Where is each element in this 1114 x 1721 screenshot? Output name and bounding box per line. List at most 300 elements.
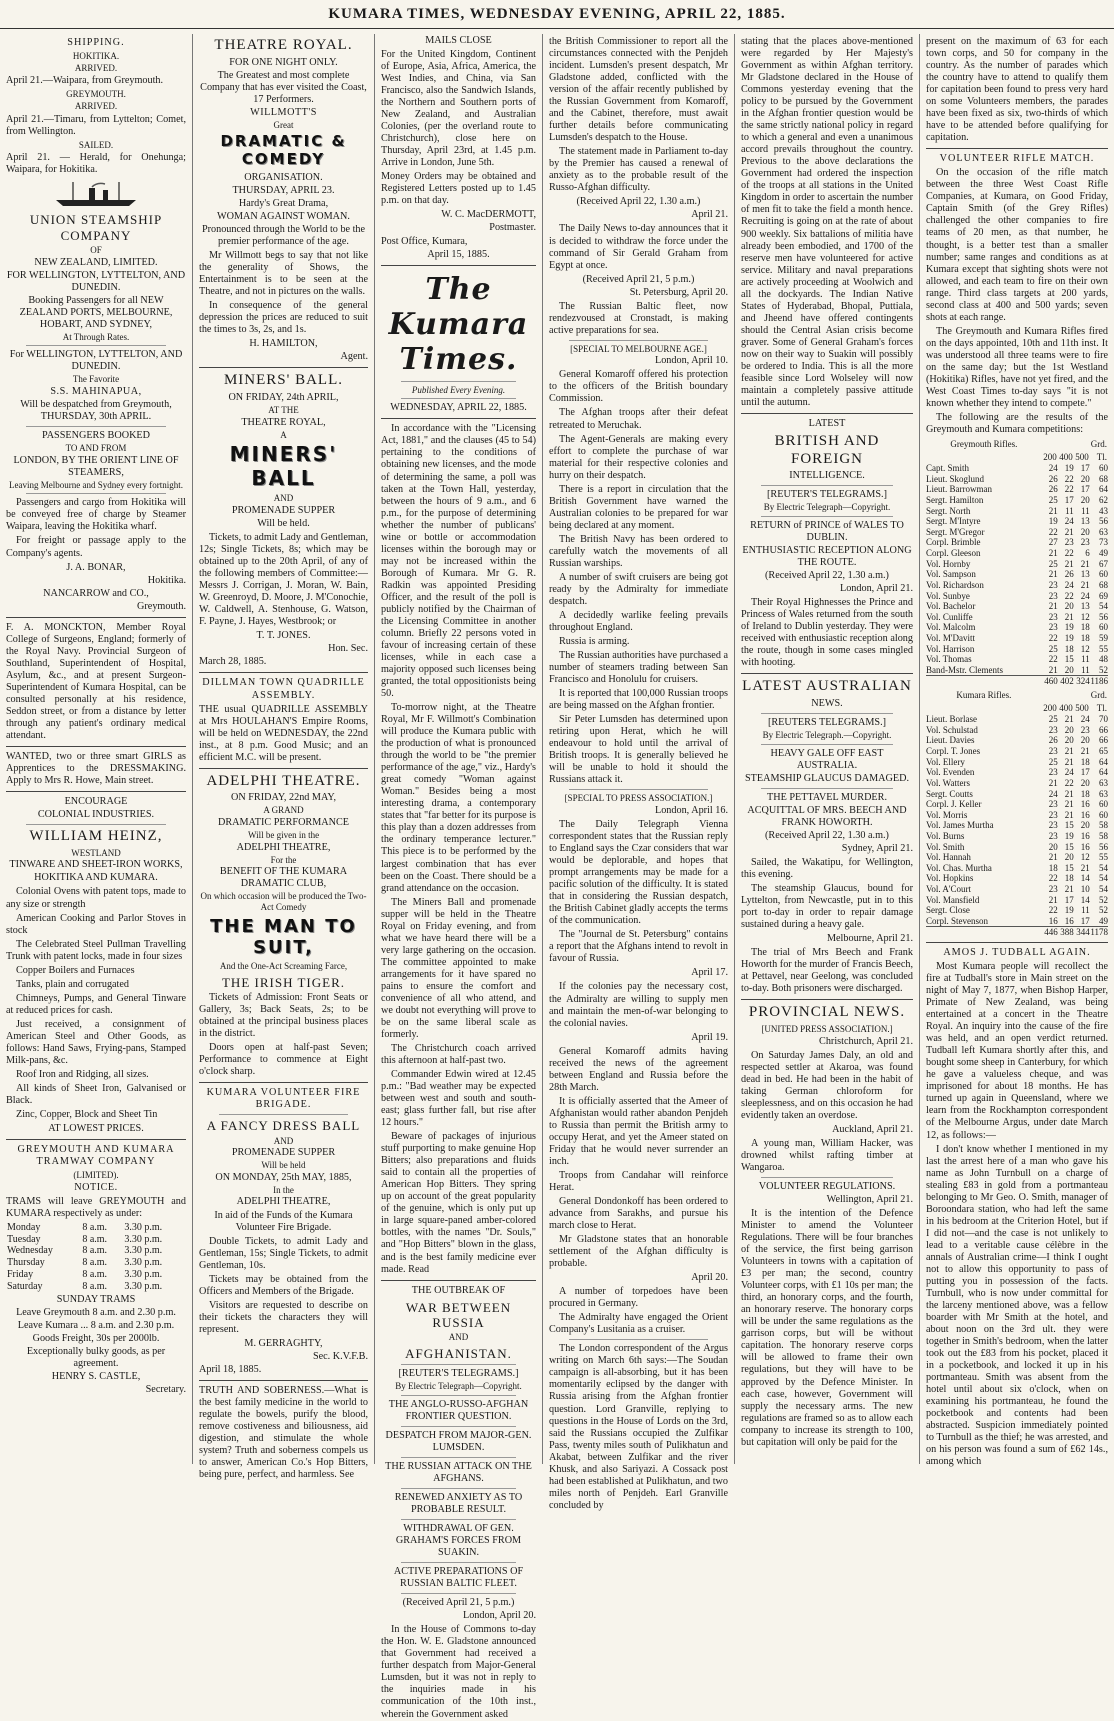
- score-cell: 27: [1048, 537, 1058, 548]
- miners-sign: T. T. JONES.: [256, 630, 311, 642]
- heinz-item: The Celebrated Steel Pullman Travelling Trunk with patent locks, made in four sizes: [6, 938, 186, 962]
- table-row: [926, 495, 1108, 506]
- score-cell: 23: [1048, 590, 1058, 601]
- totals-row: [926, 676, 1108, 687]
- paragraph: General Komaroff admits having received the news of the agreement between England and Russia before the 28th March.: [549, 1045, 728, 1093]
- paragraph: The Russian Baltic fleet, now rendezvoused at Cronstadt, is making active preparations for sea.: [549, 300, 728, 336]
- paragraph: The statement made in Parliament to-day by the Premier has caused a renewal of anxiety as to the probable result of the Russo-Afghan difficulty.: [549, 146, 728, 194]
- paragraph: The Greymouth and Kumara Rifles fired on the days appointed, 10th and 11th inst. It was understood all three teams were to fire on the same day; but the 1st Westland (Hokitika) Rifles, have not yet fired, and the West Coast Times to-day says "it is not known whether they intend to compete.": [926, 325, 1108, 409]
- table-row: [926, 873, 1108, 884]
- rifleman-name: Lieut. Skoglund: [926, 473, 984, 484]
- score-cell: 25: [1048, 558, 1058, 569]
- rifleman-name: Vol. Chas. Murtha: [926, 862, 992, 873]
- adelphi-admission: Tickets of Admission: Front Seats or Gallery, 3s; Back Seats, 2s; to be obtained at the principal business places in the district.: [199, 991, 368, 1040]
- postmaster-name: W. C. MacDERMOTT,: [441, 209, 536, 221]
- paragraph: The Admiralty have engaged the Orient Company's Lusitania as a cruiser.: [549, 1312, 728, 1336]
- tram-day: Friday: [7, 1269, 34, 1281]
- divider: [199, 1380, 368, 1381]
- paragraph: stating that the places above-mentioned were regarded by Her Majesty's Government as within Afghan territory. Mr Gladstone declared in the House of Commons yesterday evening that the policy to be pursued by the Government in the Afghan frontier question would be the same strictly national policy in regard to which a general and even a unanimous accord prevails throughout the country. Previous to the above declarations the Government had ordered the inspection of the troops at all stations in the United Kingdom in order to ascertain the number of men fit to take the field a month hence. Recruiting is going on at the rate of about 900 weekly. Six battalions of militia have already been embodied, and 1700 of the reserve men have volunteered for active service. Military and naval preparations are actively proceeding at Woolwich and all the dockyards. The Indian Native States of Hyderabad, Bhopal, Puttiala, and Jheend have offered contingents should the Central Asian crisis become graver. Some of General Graham's forces now on their way to Suakin will possibly be ordered to India. This is all the more feasible since Lord Wolseley will now maintain a completely passive attitude until the autumn.: [741, 36, 913, 408]
- tram-am: 8 a.m.: [82, 1233, 108, 1245]
- fancy-will: Will be held: [261, 1160, 306, 1171]
- tram-am: 8 a.m.: [82, 1221, 108, 1233]
- miners-tickets: Tickets, to admit Lady and Gentleman, 12s; Single Tickets, 8s; which may be obtained up to the 20th April, of any of the following members of Committee:—Messrs J. Corrigan, J. Moran, W. Bain, W. Greenroyd, D. Moore, J. M'Conochie, W. Caldwell, A. Stenhouse, G. Watson, F. Payne, J. Hayes, Westbrook; or: [199, 532, 368, 628]
- reuters-label: [REUTER'S TELEGRAMS.]: [767, 489, 887, 501]
- table-row: [926, 474, 1108, 485]
- miners-will-held: Will be held.: [257, 518, 310, 530]
- dillman-heading: DILLMAN TOWN QUADRILLE ASSEMBLY.: [202, 677, 365, 701]
- rifleman-name: Vol. Hornby: [926, 558, 971, 569]
- commons-paragraph: In the House of Commons to-day the Hon. W. E. Gladstone announced that Government had received a further despatch from Major-General Lumsden, but it was not in reply to the inquiries made in his communication of the 10th inst., wherein the Government asked: [381, 1624, 536, 1720]
- divider: [381, 265, 536, 266]
- usc-freight: For freight or passage apply to the Company's agents.: [6, 535, 186, 559]
- score-cell: 23: [1048, 883, 1058, 894]
- kumara-scores-table: [926, 689, 1108, 938]
- table-row: [926, 644, 1108, 655]
- rifleman-name: Vol. Richardson: [926, 579, 984, 590]
- kumara-title: Kumara Rifles.: [956, 690, 1012, 701]
- hamilton-role: Agent.: [340, 351, 368, 363]
- score-cell: 68: [1099, 579, 1108, 590]
- heinz-item: Zinc, Copper, Block and Sheet Tin: [16, 1109, 158, 1121]
- postmaster-role: Postmaster.: [489, 222, 536, 234]
- rifleman-name: Vol. Smith: [926, 841, 965, 852]
- totals-row: [926, 927, 1108, 938]
- table-row: [926, 789, 1108, 800]
- table-row: [6, 1257, 186, 1269]
- table-row: [926, 842, 1108, 853]
- paragraph: present on the maximum of 63 for each town corps, and 50 for company in the country. As the number of parades which the country have to attend to qualify them for capitation been found to press very hard on some Volunteers members, the parades have been fixed as six, two-thirds of which have to be attended before qualifying for capitation.: [926, 36, 1108, 144]
- score-cell: 11: [1065, 505, 1074, 516]
- total-cell: 1178: [1090, 927, 1108, 938]
- hokitika-heading: HOKITIKA.: [72, 51, 120, 62]
- divider: [401, 1562, 516, 1563]
- dateline: Sydney, April 21.: [841, 843, 913, 854]
- special-label: [SPECIAL TO MELBOURNE AGE.]: [570, 343, 707, 354]
- fancy-and: AND: [273, 1135, 294, 1146]
- subhead-acquittal: ACQUITTAL OF MRS. BEECH AND FRANK HOWORTH.: [747, 804, 907, 828]
- irish-tiger: THE IRISH TIGER.: [221, 974, 345, 990]
- tram-day: Tuesday: [7, 1233, 41, 1245]
- geraghty: M. GERRAGHTY,: [244, 1337, 323, 1349]
- paragraph: The "Journal de St. Petersburg" contains a report that the Afghans intend to revolt in favour of Russia.: [549, 929, 728, 965]
- score-cell: 20: [1064, 724, 1074, 735]
- score-cell: 22: [1064, 484, 1074, 495]
- score-cell: 15: [1064, 820, 1074, 831]
- score-cell: 23: [1048, 799, 1058, 810]
- rifleman-name: Vol. A'Court: [926, 883, 971, 894]
- score-cell: 26: [1048, 735, 1058, 746]
- divider: [6, 1139, 186, 1140]
- paragraph: General Dondonkoff has been ordered to advance from Sarakhs, and pursue his march close to Herat.: [549, 1196, 728, 1232]
- table-row: [6, 1222, 186, 1234]
- score-cell: 64: [1099, 756, 1108, 767]
- usc-for-1: FOR WELLINGTON, LYTTELTON, AND DUNEDIN.: [6, 269, 186, 293]
- miners-a: A: [280, 429, 287, 440]
- divider: [761, 788, 893, 789]
- australian-heading: LATEST AUSTRALIAN: [742, 678, 912, 695]
- paragraph: A number of torpedoes have been procured in Germany.: [549, 1286, 728, 1310]
- score-cell: 20: [1048, 841, 1058, 852]
- paragraph: The Daily News to-day announces that it is decided to withdraw the force under the command of Sir Gerald Graham from Egypt at once.: [549, 223, 728, 271]
- fancy-obtain: Tickets may be obtained from the Officers and Members of the Brigade.: [199, 1273, 368, 1297]
- score-cell: 49: [1099, 548, 1108, 559]
- rifleman-name: Lieut. Davies: [926, 735, 975, 746]
- rifleman-name: Vol. Schulstad: [926, 724, 978, 735]
- col-header: 500: [1075, 702, 1089, 713]
- score-cell: 11: [1081, 664, 1090, 675]
- total-cell: 324: [1074, 676, 1090, 687]
- table-row: [926, 916, 1108, 927]
- paragraph: Troops from Candahar will reinforce Herat.: [549, 1169, 728, 1193]
- table-row: [926, 559, 1108, 570]
- divider: [26, 493, 166, 494]
- score-cell: 19: [1064, 905, 1074, 916]
- score-cell: 54: [1099, 862, 1108, 873]
- score-cell: 64: [1099, 484, 1108, 495]
- dateline: Christchurch, April 21.: [819, 1035, 913, 1047]
- shipping-heading: SHIPPING.: [67, 37, 125, 48]
- divider: [926, 942, 1108, 943]
- rifleman-name: Vol. James Murtha: [926, 820, 994, 831]
- score-cell: 24: [1048, 788, 1058, 799]
- divider: [381, 418, 536, 419]
- score-cell: 24: [1080, 590, 1090, 601]
- encourage-line-2: COLONIAL INDUSTRIES.: [37, 809, 155, 821]
- score-cell: 26: [1048, 484, 1058, 495]
- one-night: FOR ONE NIGHT ONLY.: [229, 56, 338, 68]
- paragraph: The Afghan troops after their defeat retreated to Meruchak.: [549, 407, 728, 431]
- score-cell: 21: [1064, 611, 1074, 622]
- score-cell: 17: [1080, 915, 1090, 926]
- table-row: [926, 665, 1108, 676]
- score-cell: 15: [1064, 862, 1074, 873]
- woman-against-woman: WOMAN AGAINST WOMAN.: [217, 210, 350, 222]
- score-cell: 21: [1048, 777, 1058, 788]
- score-cell: 23: [1048, 767, 1058, 778]
- score-cell: 21: [1080, 862, 1090, 873]
- post-date: April 15, 1885.: [427, 248, 490, 260]
- received-line: (Received April 22, 1.30 a.m.): [765, 570, 889, 582]
- score-cell: 16: [1080, 841, 1090, 852]
- rifleman-name: Vol. Morris: [926, 809, 968, 820]
- score-cell: 22: [1048, 526, 1058, 537]
- score-cell: 60: [1099, 809, 1108, 820]
- table-row: [6, 1281, 186, 1293]
- score-cell: 22: [1064, 548, 1074, 559]
- score-cell: 21: [1048, 664, 1058, 675]
- score-cell: 69: [1099, 590, 1108, 601]
- score-cell: 22: [1048, 905, 1058, 916]
- paragraph: The following are the results of the Greymouth and Kumara competitions:: [926, 411, 1108, 435]
- adelphi-date: ON FRIDAY, 22nd MAY,: [230, 792, 337, 804]
- paragraph: On the occasion of the rifle match between the three West Coast Rifle Companies, at Kumara, on Good Friday, Captain Smith (of the Grey Rifles) challenged the other companies to fire teams of 20 men, as that number, he thought, is a better test than a smaller number; same ranges and conditions as at Kumara except that sighting shots were not allowed, and each team to fire on their own range. Third class targets at 200 yards, second class at 400 and 500 yards; seven shots at each range.: [926, 167, 1108, 323]
- table-row: [926, 905, 1108, 916]
- paragraph: General Komaroff offered his protection to the officers of the British boundary Commission.: [549, 369, 728, 405]
- column-6: [920, 34, 1114, 1468]
- score-cell: 16: [1064, 915, 1074, 926]
- tram-sunday-2: Leave Kumara ... 8 a.m. and 2.30 p.m.: [17, 1319, 175, 1331]
- paragraph: I don't know whether I mentioned in my last the arrest here of a man who gave his name as John Turnbull on a charge of stealing £83 in gold from a portmanteau belonging to Mr Geo. O. Smith, manager of Boroondara station, who had left the same in his bedroom at the Criterion Hotel, but if I did not—and the case is not unlikely to lead to a veritable cause célèbre in the annals of Australian crime—I think I ought not to allow this opportunity to pass of putting you in possession of the facts. Turnbull, who is now under committal for the larceny mentioned above, was a fellow boarder with Mr Smith at the hotel, and about noon on the 3rd ult. they were together in Smith's bedroom, when the latter took out the £83 from his pocket, placed it in a pocketbook, and locked it up in his portmanteau. Smith was absent from the hotel until about six o'clock, when on examining his portmanteau, he found the pocketbook and contents had been abstracted. Suspicion immediately pointed to Turnbull as the thief; he was arrested, and on his person was found a sum of £62 14s., among which: [926, 1143, 1108, 1468]
- fancy-theatre: ADELPHI THEATRE,: [236, 1196, 331, 1208]
- score-cell: 16: [1080, 830, 1090, 841]
- pronounced: Pronounced through the World to be the premier performance of the age.: [201, 223, 366, 247]
- total-cell: 446: [1042, 927, 1058, 938]
- score-cell: 23: [1064, 537, 1074, 548]
- table-row: [926, 767, 1108, 778]
- dramatic-comedy: DRAMATIC & COMEDY: [220, 132, 347, 169]
- score-cell: 15: [1064, 841, 1074, 852]
- paragraph: It is officially asserted that the Ameer of Afghanistan would rather abandon Penjdeh to Russia than permit the British army to occupy Herat, and yet the Ameer stated on Friday that he would never surrender an inch.: [549, 1095, 728, 1167]
- score-cell: 56: [1099, 841, 1108, 852]
- rifleman-name: Corpl. Brimble: [926, 537, 981, 548]
- tram-am: 8 a.m.: [82, 1245, 108, 1257]
- heinz-item: Chimneys, Pumps, and General Tinware at reduced prices for cash.: [6, 992, 186, 1016]
- rifleman-name: Vol. Ellery: [926, 756, 965, 767]
- score-cell: 60: [1099, 569, 1108, 580]
- score-cell: 60: [1099, 463, 1108, 474]
- tram-notice: NOTICE.: [74, 1181, 118, 1193]
- rifleman-name: Vol. Thomas: [926, 654, 972, 665]
- divider: [761, 744, 893, 745]
- score-cell: 21: [1064, 714, 1074, 725]
- subhead-gale: HEAVY GALE OFF EAST AUSTRALIA.: [770, 747, 884, 771]
- tram-sunday-heading: SUNDAY TRAMS: [56, 1293, 136, 1305]
- paragraph: Sir Peter Lumsden has determined upon retiring upon Herat, which he will endeavour to hold until the arrival of British troops. It is generally believed he will be unable to hold it should the Russians attack it.: [549, 714, 728, 786]
- intelligence-heading: INTELLIGENCE.: [789, 470, 865, 482]
- miners-ball-paragraph: The Miners Ball and promenade supper will be held in the Theatre Royal on Friday evening, and from what we have heard there will be a very large gathering on the occasion. The committee appointed to make arrangements for it have spared no pains to ensure the comfort and convenience of all who attend, and we doubt not everything will prove to be on the same liberal scale as formerly.: [381, 896, 536, 1040]
- score-cell: 21: [1064, 756, 1074, 767]
- score-cell: 17: [1080, 767, 1090, 778]
- reuters-label: [REUTERS TELEGRAMS.]: [767, 717, 887, 729]
- rifleman-name: Lieut. Barrowman: [926, 484, 992, 495]
- column-1: [0, 34, 193, 1464]
- score-cell: 55: [1099, 852, 1108, 863]
- totals-spacer: [926, 676, 1042, 687]
- usc-rates: At Through Rates.: [62, 331, 130, 342]
- news-heading: NEWS.: [811, 698, 843, 710]
- dateline: Melbourne, April 21.: [826, 933, 913, 945]
- score-cell: 12: [1080, 643, 1090, 654]
- divider: [569, 1339, 708, 1340]
- dateline: April 20.: [691, 1272, 728, 1284]
- hokitika-arrived-label: ARRIVED.: [74, 62, 118, 73]
- score-cell: 24: [1080, 714, 1090, 725]
- tram-pm: 3.30 p.m.: [124, 1257, 163, 1269]
- score-cell: 18: [1080, 756, 1090, 767]
- fancy-date-line: April 18, 1885.: [199, 1363, 262, 1375]
- tomorrow-paragraph: To-morrow night, at the Theatre Royal, Mr F. Willmott's Combination will produce the Kumara public with the production of what is pronounced through the world to be "the premier performance of the age," viz., Hardy's great comedy "Woman against Woman." Besides being a most interesting drama, a contemporary states that "far better for its purpose is this play than a dozen addresses from the ordinary temperance lecturer." This piece is to be performed by the largest combination that has ever been on the Coast. There should be a grand attendance on the occasion.: [381, 702, 536, 894]
- tram-company-name: GREYMOUTH AND KUMARA TRAMWAY COMPANY: [17, 1144, 175, 1168]
- score-cell: 56: [1099, 516, 1108, 527]
- dateline: London, April 21.: [839, 583, 913, 595]
- rifleman-name: Sergt. Close: [926, 905, 970, 916]
- miners-promenade: PROMENADE SUPPER: [231, 505, 336, 517]
- col-header: Tl.: [1096, 702, 1107, 713]
- divider: [741, 999, 913, 1000]
- divider: [401, 1457, 516, 1458]
- dateline: London, April 10.: [654, 355, 728, 367]
- score-cell: 13: [1080, 569, 1090, 580]
- adelphi-occasion: On which occasion will be produced the Two-Act Comedy: [200, 891, 367, 912]
- tram-pm: 3.30 p.m.: [124, 1221, 163, 1233]
- dillman-ad: THE usual QUADRILLE ASSEMBLY at Mrs HOULAHAN'S Empire Rooms, will be held on WEDNESDAY, the 22nd inst., at 8 p.m. Good Music; and an efficient M.C. will be present.: [199, 703, 368, 763]
- table-row: [926, 580, 1108, 591]
- score-cell: 11: [1081, 905, 1090, 916]
- paragraph: Sailed, the Wakatipu, for Wellington, this evening.: [741, 857, 913, 881]
- rifleman-name: Vol. Bachelor: [926, 601, 976, 612]
- miners-date-line: March 28, 1885.: [199, 656, 267, 668]
- rifleman-name: Corpl. Stevenson: [926, 915, 988, 926]
- score-cell: 11: [1081, 505, 1090, 516]
- table-row: [926, 633, 1108, 644]
- heinz-item: Roof Iron and Ridging, all sizes.: [16, 1068, 149, 1080]
- subhead-1: THE ANGLO-RUSSO-AFGHAN FRONTIER QUESTION.: [388, 1398, 529, 1422]
- paragraph: If the colonies pay the necessary cost, the Admiralty are willing to supply men and maintain the men-of-war belonging to the colonial navies.: [549, 981, 728, 1029]
- score-cell: 18: [1048, 862, 1058, 873]
- paragraph: Mr Gladstone states that an honorable settlement of the Afghan difficulty is probable.: [549, 1234, 728, 1270]
- coach-paragraph: The Christchurch coach arrived this afternoon at half-past two.: [381, 1042, 536, 1066]
- table-row: [926, 516, 1108, 527]
- score-cell: 26: [1064, 569, 1074, 580]
- score-cell: 20: [1080, 495, 1090, 506]
- score-cell: 21: [1064, 526, 1074, 537]
- score-cell: 16: [1080, 809, 1090, 820]
- rifleman-name: Vol. Cunliffe: [926, 611, 973, 622]
- issue-date: WEDNESDAY, APRIL 22, 1885.: [390, 402, 527, 414]
- score-cell: 23: [1048, 724, 1058, 735]
- miners-sign-role: Hon. Sec.: [328, 643, 368, 655]
- greymouth-arrival: April 21.—Timaru, from Lyttelton; Comet, from Wellington.: [6, 113, 186, 137]
- rifleman-name: Sergt. M'Gregor: [926, 526, 985, 537]
- table-row: [926, 799, 1108, 810]
- score-cell: 21: [1048, 601, 1058, 612]
- rifleman-name: Sergt. M'Intyre: [926, 516, 981, 527]
- volunteer-regs-heading: VOLUNTEER REGULATIONS.: [758, 1181, 896, 1193]
- depression-paragraph: In consequence of the general depression the prices are reduced to suit the times to 3s, 2s, and 1s.: [199, 300, 368, 336]
- dateline: April 17.: [691, 967, 728, 979]
- miners-ball-heading: MINERS' BALL.: [223, 372, 344, 389]
- paragraph: Russia is arming.: [559, 636, 630, 648]
- score-cell: 62: [1099, 495, 1108, 506]
- score-cell: 14: [1080, 873, 1090, 884]
- score-cell: 11: [1081, 654, 1090, 665]
- table-row: [926, 612, 1108, 623]
- divider: [401, 1519, 516, 1520]
- subhead-4: RENEWED ANXIETY AS TO PROBABLE RESULT.: [394, 1492, 523, 1516]
- rifleman-name: Vol. Hopkins: [926, 873, 974, 884]
- total-cell: 1186: [1090, 676, 1108, 687]
- score-cell: 67: [1099, 558, 1108, 569]
- paragraph: A number of swift cruisers are being got ready by the Admiralty for immediate despatch.: [549, 571, 728, 607]
- score-cell: 66: [1099, 735, 1108, 746]
- kumara-scores-body: [926, 714, 1108, 938]
- theatre-royal-heading: THEATRE ROYAL.: [214, 37, 353, 53]
- score-cell: 6: [1085, 548, 1090, 559]
- adelphi-will-given: Will be given in the: [247, 830, 320, 841]
- score-cell: 22: [1064, 590, 1074, 601]
- received-line: (Received April 22, 1.30 a.m.): [576, 196, 701, 208]
- divider: [761, 713, 893, 714]
- divider: [401, 1593, 516, 1594]
- score-cell: 58: [1099, 830, 1108, 841]
- score-cell: 23: [1048, 622, 1058, 633]
- score-cell: 24: [1064, 516, 1074, 527]
- divider: [219, 1114, 348, 1115]
- received-line: (Received April 21, 5 p.m.): [582, 273, 695, 285]
- paragraph: A young man, William Hacker, was drowned whilst rafting timber at Wangaroa.: [741, 1137, 913, 1173]
- one-act-farce: And the One-Act Screaming Farce,: [219, 961, 348, 972]
- adelphi-grand: A GRAND: [263, 805, 304, 816]
- wanted-ad: WANTED, two or three smart GIRLS as Apprentices to the DRESSMAKING. Apply to Mrs R. Howe, Main street.: [6, 750, 186, 787]
- usc-leaving: Leaving Melbourne and Sydney every fortnight.: [9, 479, 183, 490]
- score-cell: 21: [1064, 746, 1074, 757]
- score-cell: 54: [1099, 601, 1108, 612]
- masthead-title: KUMARA TIMES, WEDNESDAY EVENING, APRIL 22, 1885.: [328, 6, 786, 22]
- tram-limited: (LIMITED).: [73, 1170, 119, 1181]
- rifleman-name: Corpl. Gleeson: [926, 548, 981, 559]
- heinz-works: TINWARE AND SHEET-IRON WORKS,: [9, 859, 183, 871]
- table-row: [926, 820, 1108, 831]
- divider: [6, 791, 186, 792]
- score-cell: 63: [1099, 526, 1108, 537]
- score-cell: 56: [1099, 611, 1108, 622]
- divider: [401, 381, 516, 382]
- score-cell: 21: [1064, 883, 1074, 894]
- heinz-items: [6, 886, 186, 1121]
- divider: [401, 398, 516, 399]
- score-cell: 66: [1099, 724, 1108, 735]
- heinz-item: American Cooking and Parlor Stoves in stock: [6, 912, 186, 936]
- table-row: [926, 484, 1108, 495]
- table-row: [926, 714, 1108, 725]
- score-cell: 26: [1048, 473, 1058, 484]
- score-cell: 21: [1048, 548, 1058, 559]
- score-cell: 63: [1099, 777, 1108, 788]
- score-cell: 64: [1099, 767, 1108, 778]
- usc-agent-1-place: Hokitika.: [147, 574, 186, 586]
- divider: [199, 672, 368, 673]
- score-cell: 58: [1099, 820, 1108, 831]
- tram-parcels: Exceptionally bulky goods, as per agreement.: [26, 1345, 166, 1369]
- score-cell: 17: [1064, 495, 1074, 506]
- score-cell: 23: [1048, 820, 1058, 831]
- heinz-item: Tanks, plain and corrugated: [16, 978, 130, 990]
- table-row: [926, 463, 1108, 474]
- column-5: [735, 34, 920, 1464]
- score-cell: 23: [1048, 611, 1058, 622]
- mails-paragraph: For the United Kingdom, Continent of Europe, Asia, Africa, America, the West Indies, and China, via San Francisco, also the Sandwich Islands, the Northern and Southern ports of New Zealand, and Australian Colonies, (per the overland route to Christchurch), close here on Thursday, April 23rd, at 1.45 p.m. Arrive in London, June 5th.: [381, 49, 536, 169]
- table-row: [6, 1269, 186, 1281]
- score-cell: 20: [1064, 852, 1074, 863]
- tram-pm: 3.30 p.m.: [124, 1245, 163, 1257]
- score-cell: 15: [1064, 654, 1074, 665]
- monckton-ad: F. A. MONCKTON, Member Royal College of Surgeons, England; formerly of the Royal Navy. Provincial Surgeon of Southland, Superintendent of Hospital, Asylum, &c., and at present Surgeon-Superintendent of Kumara Hospital, can be consulted personally at his residence, Seddon street, or from a distance by letter through any patient's ordinary medical attendant.: [6, 621, 186, 741]
- score-cell: 25: [1048, 643, 1058, 654]
- score-cell: 13: [1080, 516, 1090, 527]
- hamilton: H. HAMILTON,: [249, 338, 318, 350]
- usc-favorite: The Favorite: [72, 374, 120, 385]
- score-cell: 21: [1080, 558, 1090, 569]
- war-and: AND: [448, 1332, 469, 1343]
- rifle-match-heading: VOLUNTEER RIFLE MATCH.: [939, 153, 1095, 165]
- greymouth-title: Greymouth Rifles.: [950, 439, 1018, 449]
- score-cell: 20: [1064, 601, 1074, 612]
- col-header: 200: [1043, 451, 1057, 462]
- totals-spacer: [926, 927, 1042, 938]
- rifleman-name: Lieut. Borlase: [926, 714, 977, 725]
- score-cell: 18: [1064, 643, 1074, 654]
- table-row: [926, 654, 1108, 665]
